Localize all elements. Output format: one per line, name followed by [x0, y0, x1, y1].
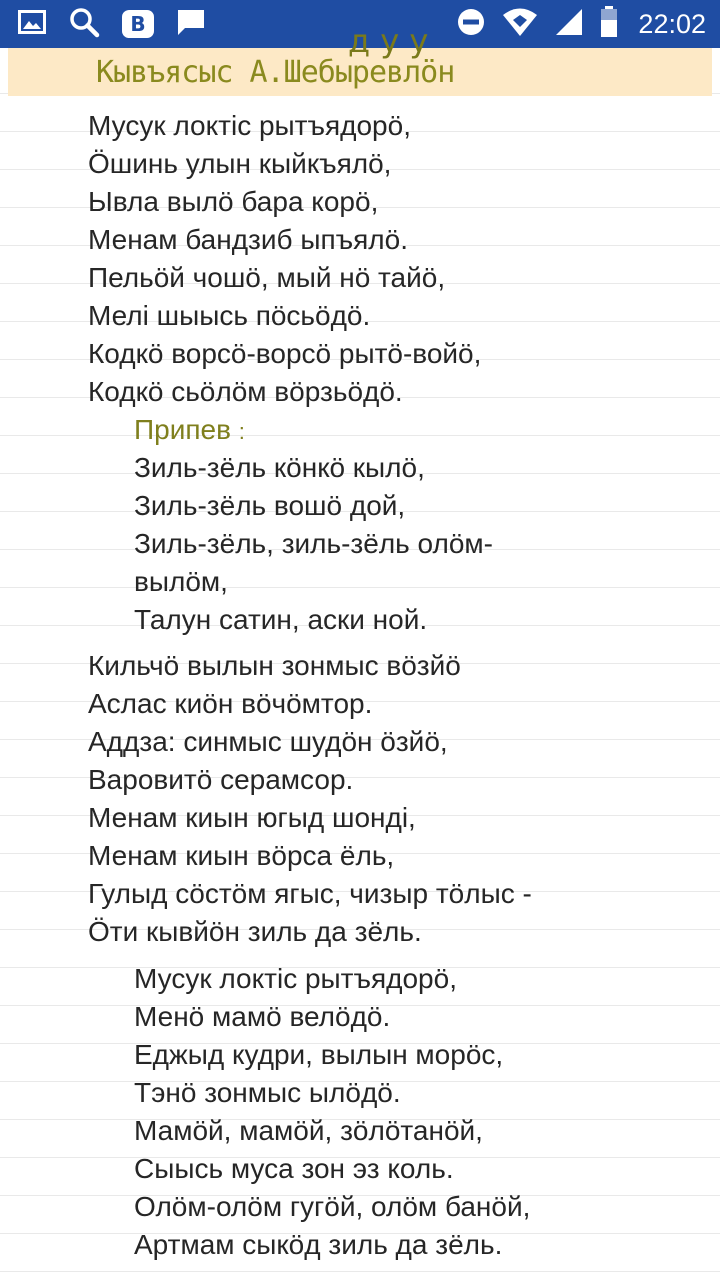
lyric-line: Тэнö зонмыс ылöдö.	[134, 1077, 401, 1108]
do-not-disturb-icon	[456, 7, 486, 41]
lyric-line: Зиль-зёль кöнкö кылö,	[134, 452, 425, 483]
system-icons	[456, 0, 706, 48]
signal-icon	[554, 7, 584, 41]
refrain-colon: :	[238, 419, 245, 444]
refrain	[0, 411, 720, 639]
verse-1	[0, 107, 720, 411]
wifi-icon	[502, 7, 538, 41]
lyric-line: Олöм-олöм гугöй, олöм банöй,	[134, 1191, 531, 1222]
lyric-line: Артмам сыкöд зиль да зёль.	[134, 1229, 503, 1260]
lyric-line: вылöм,	[134, 566, 228, 597]
lyric-line: Öти кывйöн зиль да зёль.	[88, 916, 422, 947]
notification-icons	[18, 0, 206, 48]
lyric-line: Аддза: синмыс шудöн öзйö,	[88, 726, 448, 757]
lyric-line: Ывла вылö бара корö,	[88, 186, 379, 217]
lyric-line: Мамöй, мамöй, зöлöтанöй,	[134, 1115, 483, 1146]
verse-2	[0, 647, 720, 951]
lyric-line: Аслас киöн вöчöмтор.	[88, 688, 373, 719]
refrain-heading	[0, 411, 720, 449]
image-icon	[18, 10, 46, 38]
lyric-line: Зиль-зёль, зиль-зёль олöм-	[134, 528, 493, 559]
lyric-line: Талун сатин, аски ной.	[134, 604, 428, 635]
song-title-cut: д у у	[348, 22, 429, 60]
lyric-line: Пельöй чошö, мый нö тайö,	[88, 262, 446, 293]
lyric-line: Менам бандзиб ыпъялö.	[88, 224, 408, 255]
lyric-line: Сыысь муса зон эз коль.	[134, 1153, 454, 1184]
lyric-line: Зиль-зёль вошö дой,	[134, 490, 406, 521]
lyric-line: Менам киын вöрса ёль,	[88, 840, 395, 871]
clock: 22:02	[638, 8, 706, 39]
lyric-line: Мусук локтiс рытъядорö,	[88, 110, 411, 141]
chat-icon	[176, 7, 206, 41]
lyric-line: Кодкö ворсö-ворсö рытö-войö,	[88, 338, 482, 369]
vk-icon: B	[122, 10, 154, 38]
lyric-line: Кильчö вылын зонмыс вöзйö	[88, 650, 461, 681]
song-author: Кывъясыс А.Шебыревлöн	[96, 55, 455, 90]
lyric-line: Менö мамö велöдö.	[134, 1001, 391, 1032]
battery-icon	[600, 6, 618, 42]
search-icon	[68, 6, 100, 42]
refrain-label: Припев	[134, 414, 231, 445]
lyric-line: Мусук локтiс рытъядорö,	[134, 963, 457, 994]
lyric-line: Менам киын югыд шондi,	[88, 802, 416, 833]
lyric-line: Варовитö серамсор.	[88, 764, 354, 795]
lyric-line: Мелi шыысь пöсьöдö.	[88, 300, 371, 331]
lyric-line: Öшинь улын кыйкъялö,	[88, 148, 392, 179]
lyric-line: Еджыд кудри, вылын морöс,	[134, 1039, 504, 1070]
lyric-line: Гулыд сöстöм ягыс, чизыр тöлыс -	[88, 878, 532, 909]
lyric-line: Кодкö сьöлöм вöрзьöдö.	[88, 376, 403, 407]
verse-3	[0, 960, 720, 1264]
